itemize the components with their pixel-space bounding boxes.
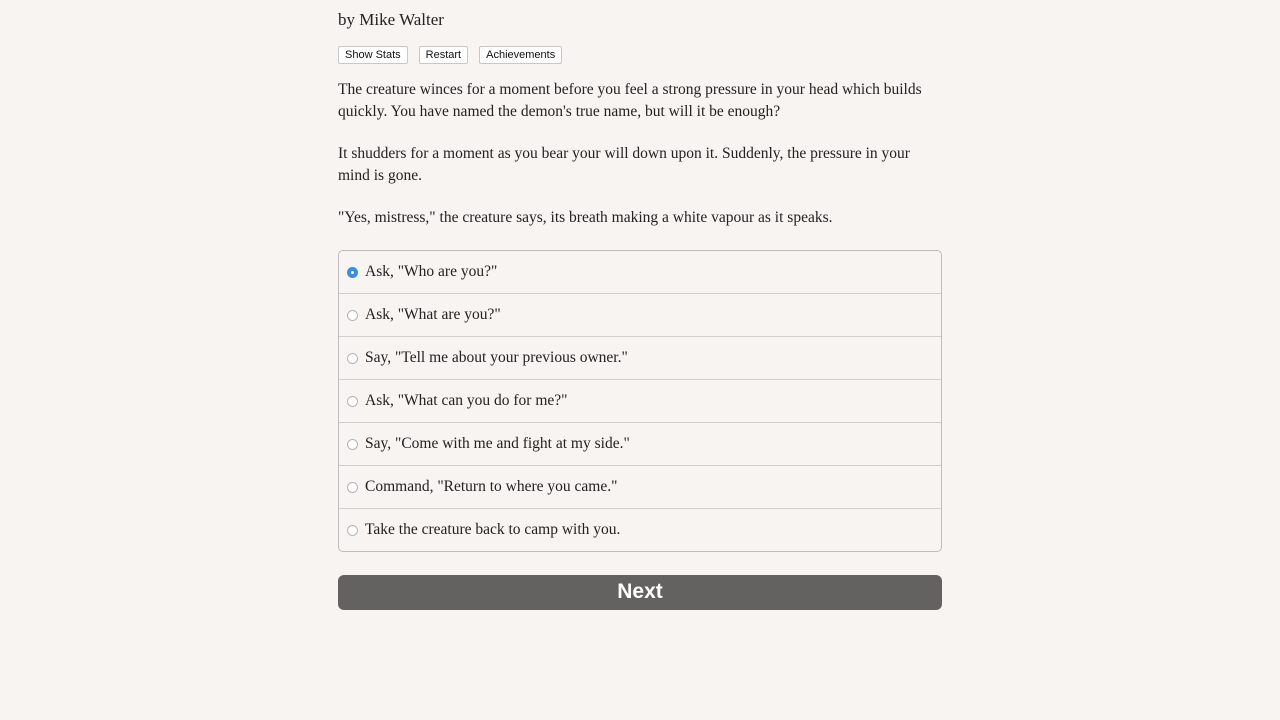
choice-label: Say, "Tell me about your previous owner." (365, 348, 628, 366)
toolbar (338, 46, 942, 64)
choice-label: Ask, "Who are you?" (365, 262, 498, 280)
story-paragraph: The creature winces for a moment before you feel a strong pressure in your head which builds quickly. You have named the demon's true name, but will it be enough? (338, 81, 922, 120)
choice-label: Say, "Come with me and fight at my side." (365, 434, 630, 452)
radio-button-icon[interactable] (347, 396, 358, 407)
choice-option[interactable] (339, 465, 941, 508)
choice-list (338, 250, 942, 552)
choice-option[interactable] (339, 422, 941, 465)
radio-button-icon[interactable] (347, 482, 358, 493)
radio-button-icon[interactable] (347, 267, 358, 278)
story-paragraph: "Yes, mistress," the creature says, its breath making a white vapour as it speaks. (338, 209, 833, 226)
choice-label: Ask, "What can you do for me?" (365, 391, 568, 409)
story-paragraph: It shudders for a moment as you bear your will down upon it. Suddenly, the pressure in your mind is gone. (338, 145, 910, 184)
choice-option[interactable] (339, 251, 941, 293)
choice-label: Ask, "What are you?" (365, 305, 501, 323)
show-stats-button[interactable]: Show Stats (338, 46, 408, 64)
choice-option[interactable] (339, 336, 941, 379)
next-button[interactable]: Next (338, 575, 942, 610)
choice-label: Command, "Return to where you came." (365, 477, 618, 495)
choice-option[interactable] (339, 379, 941, 422)
choice-option[interactable] (339, 508, 941, 551)
choice-option[interactable] (339, 293, 941, 336)
radio-button-icon[interactable] (347, 525, 358, 536)
author-byline: by Mike Walter (338, 10, 444, 29)
radio-button-icon[interactable] (347, 439, 358, 450)
radio-button-icon[interactable] (347, 353, 358, 364)
achievements-button[interactable]: Achievements (479, 46, 562, 64)
choice-label: Take the creature back to camp with you. (365, 520, 621, 538)
radio-button-icon[interactable] (347, 310, 358, 321)
game-container (338, 0, 942, 610)
story-text (338, 79, 942, 229)
restart-button[interactable]: Restart (419, 46, 468, 64)
